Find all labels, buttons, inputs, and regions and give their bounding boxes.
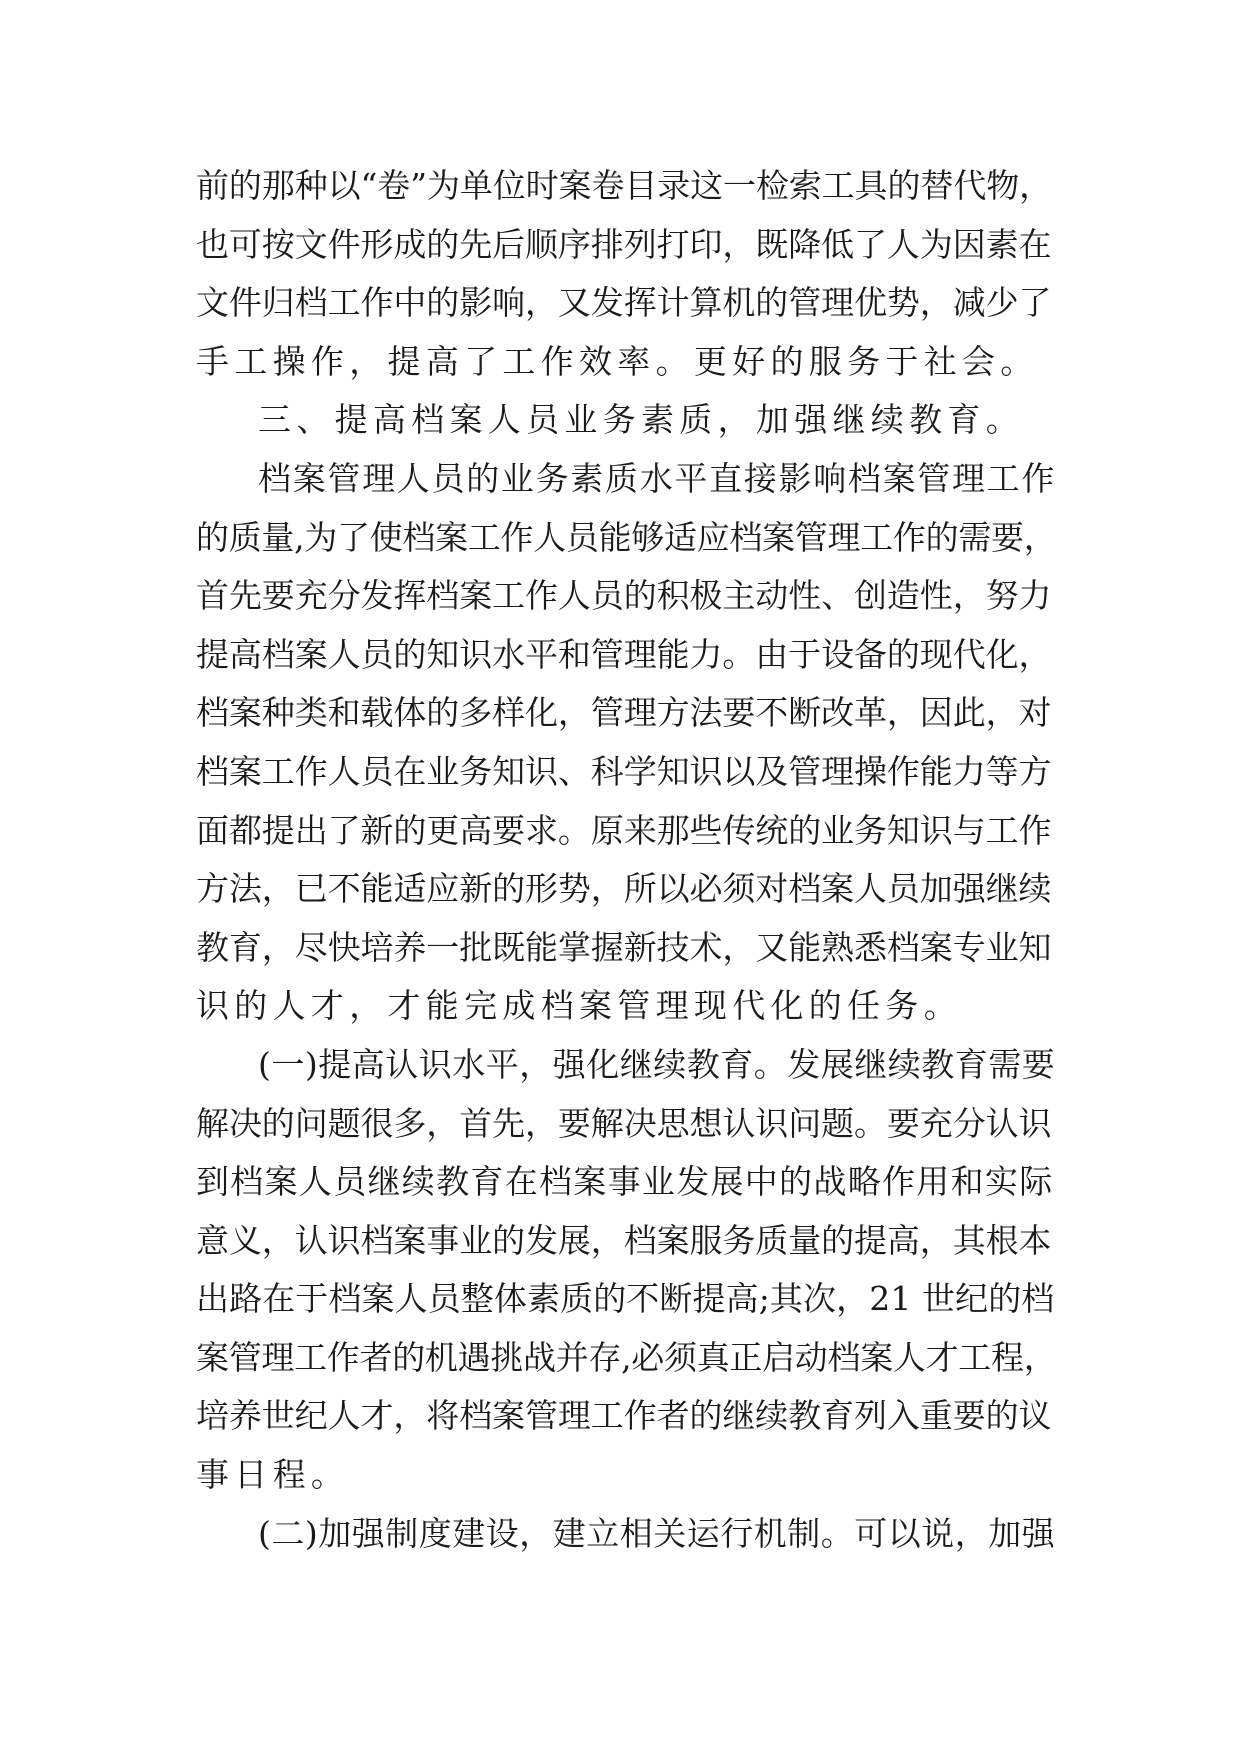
document-body	[196, 157, 1056, 1563]
text-line: 也可按文件形成的先后顺序排列打印，既降低了人为因素在	[196, 224, 1052, 264]
text-line: 培养世纪人才，将档案管理工作者的继续教育列入重要的议	[196, 1396, 1052, 1436]
text-line: 事日程。	[196, 1455, 350, 1495]
text-line: 到档案人员继续教育在档案事业发展中的战略作用和实际	[196, 1162, 1054, 1202]
text-line: 手工操作，提高了工作效率。更好的服务于社会。	[196, 341, 1039, 381]
text-line: (二)加强制度建设，建立相关运行机制。可以说，加强	[258, 1513, 1056, 1553]
text-line: 档案种类和载体的多样化，管理方法要不断改革，因此，对	[196, 693, 1052, 733]
text-line: 案管理工作者的机遇挑战并存,必须真正启动档案人才工程，	[196, 1337, 1057, 1377]
text-line: 教育，尽快培养一批既能掌握新技术，又能熟悉档案专业知	[196, 927, 1052, 967]
text-line: 三、提高档案人员业务素质，加强继续教育。	[258, 400, 1024, 440]
text-line: 提高档案人员的知识水平和管理能力。由于设备的现代化，	[196, 634, 1052, 674]
text-line: 面都提出了新的更高要求。原来那些传统的业务知识与工作	[196, 810, 1052, 850]
text-line: 档案工作人员在业务知识、科学知识以及管理操作能力等方	[196, 751, 1052, 791]
text-line: 识的人才，才能完成档案管理现代化的任务。	[196, 986, 962, 1026]
text-line: 文件归档工作中的影响，又发挥计算机的管理优势，减少了	[196, 283, 1052, 323]
text-line: 意义，认识档案事业的发展，档案服务质量的提高，其根本	[196, 1220, 1052, 1260]
text-line: 解决的问题很多，首先，要解决思想认识问题。要充分认识	[196, 1103, 1052, 1143]
text-line: 方法，已不能适应新的形势，所以必须对档案人员加强继续	[196, 869, 1052, 909]
text-line: (一)提高认识水平，强化继续教育。发展继续教育需要	[258, 1044, 1056, 1084]
text-line: 出路在于档案人员整体素质的不断提高;其次，21 世纪的档	[196, 1279, 1055, 1319]
text-line: 档案管理人员的业务素质水平直接影响档案管理工作	[258, 458, 1057, 498]
text-line: 前的那种以“卷”为单位时案卷目录这一检索工具的替代物，	[196, 166, 1053, 205]
text-line: 首先要充分发挥档案工作人员的积极主动性、创造性，努力	[196, 576, 1052, 616]
text-line: 的质量,为了使档案工作人员能够适应档案管理工作的需要，	[196, 517, 1057, 557]
